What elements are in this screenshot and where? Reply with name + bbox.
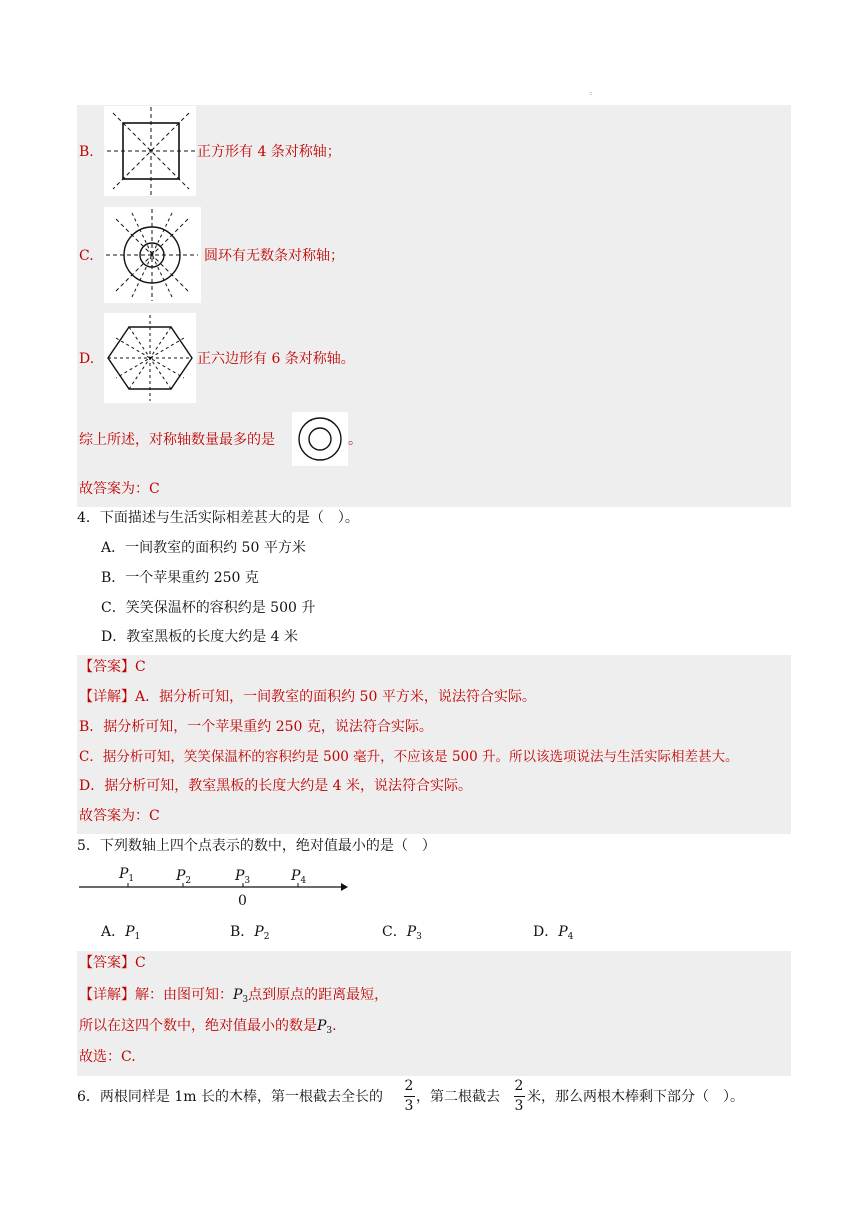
q4-detail-a: 【详解】A．据分析可知，一间教室的面积约 50 平方米，说法符合实际。 (79, 689, 536, 705)
q4-option-d: D．教室黑板的长度大约是 4 米 (101, 629, 299, 645)
q4-detail-d: D．据分析可知，教室黑板的长度大约是 4 米，说法符合实际。 (79, 778, 473, 794)
q5-option-b: B．$P_2$ (230, 924, 270, 942)
q5-option-a: A．$P_1$ (101, 924, 141, 942)
q4-option-a: A．一间教室的面积约 50 平方米 (101, 540, 306, 556)
hexagon-symmetry-figure (104, 313, 196, 403)
square-symmetry-figure (104, 106, 196, 196)
q3-option-c-label: C. (79, 248, 94, 264)
q6-fraction-2: 2 3 (514, 1078, 524, 1114)
q5-stem: 5．下列数轴上四个点表示的数中，绝对值最小的是（ ） (77, 838, 436, 854)
point-p3-label: $P_3$ (235, 868, 251, 886)
q4-stem: 4．下面描述与生活实际相差甚大的是（ ）。 (77, 510, 359, 526)
point-p2-label: $P_2$ (176, 868, 192, 886)
header-mark: : (590, 90, 593, 97)
q6-stem-part1: 6．两根同样是 1m 长的木棒，第一根截去全长的 (77, 1089, 383, 1105)
q4-detail-b: B．据分析可知，一个苹果重约 250 克，说法符合实际。 (79, 719, 433, 735)
number-line-axis (77, 880, 349, 894)
q6-stem-part2: ，第二根截去 (416, 1089, 500, 1105)
q6-stem-part3: 米，那么两根木棒剩下部分（ ）。 (527, 1089, 744, 1105)
q4-option-c: C．笑笑保温杯的容积约是 500 升 (101, 600, 316, 616)
point-p4-label: $P_4$ (291, 868, 307, 886)
q3-summary-prefix: 综上所述，对称轴数量最多的是 (79, 432, 275, 448)
q4-detail-c: C．据分析可知，笑笑保温杯的容积约是 500 毫升，不应该是 500 升。所以该选项说法与生活实际相差甚大。 (79, 749, 739, 765)
q5-option-c: C．$P_3$ (382, 924, 422, 942)
origin-label: 0 (238, 893, 247, 909)
q5-answer: 【答案】C (79, 955, 146, 971)
q4-solution-panel (77, 655, 791, 834)
q3-option-c-text: 圆环有无数条对称轴； (204, 248, 344, 264)
q3-summary-suffix: 。 (348, 432, 362, 448)
q4-final-answer: 故答案为：C (79, 808, 160, 824)
point-p1-label: $P_1$ (119, 866, 135, 884)
q4-answer: 【答案】C (79, 659, 146, 675)
q3-option-d-label: D. (79, 351, 95, 367)
q6-fraction-1: 2 3 (404, 1078, 414, 1114)
q3-option-b-label: B. (79, 144, 94, 160)
q3-option-d-text: 正六边形有 6 条对称轴。 (197, 351, 355, 367)
q5-conclusion: 所以在这四个数中，绝对值最小的数是$P_3$. (79, 1018, 337, 1036)
q5-solution-panel (77, 951, 791, 1076)
q3-final-answer: 故答案为：C (79, 481, 160, 497)
q3-option-b-text: 正方形有 4 条对称轴； (197, 144, 341, 160)
q5-final-answer: 故选：C. (79, 1049, 136, 1065)
ring-figure (292, 412, 348, 466)
q4-option-b: B．一个苹果重约 250 克 (101, 570, 259, 586)
q5-option-d: D．$P_4$ (533, 924, 574, 942)
ring-symmetry-figure (104, 207, 201, 303)
q5-detail: 【详解】解：由图可知：$P_3$点到原点的距离最短， (79, 987, 389, 1005)
